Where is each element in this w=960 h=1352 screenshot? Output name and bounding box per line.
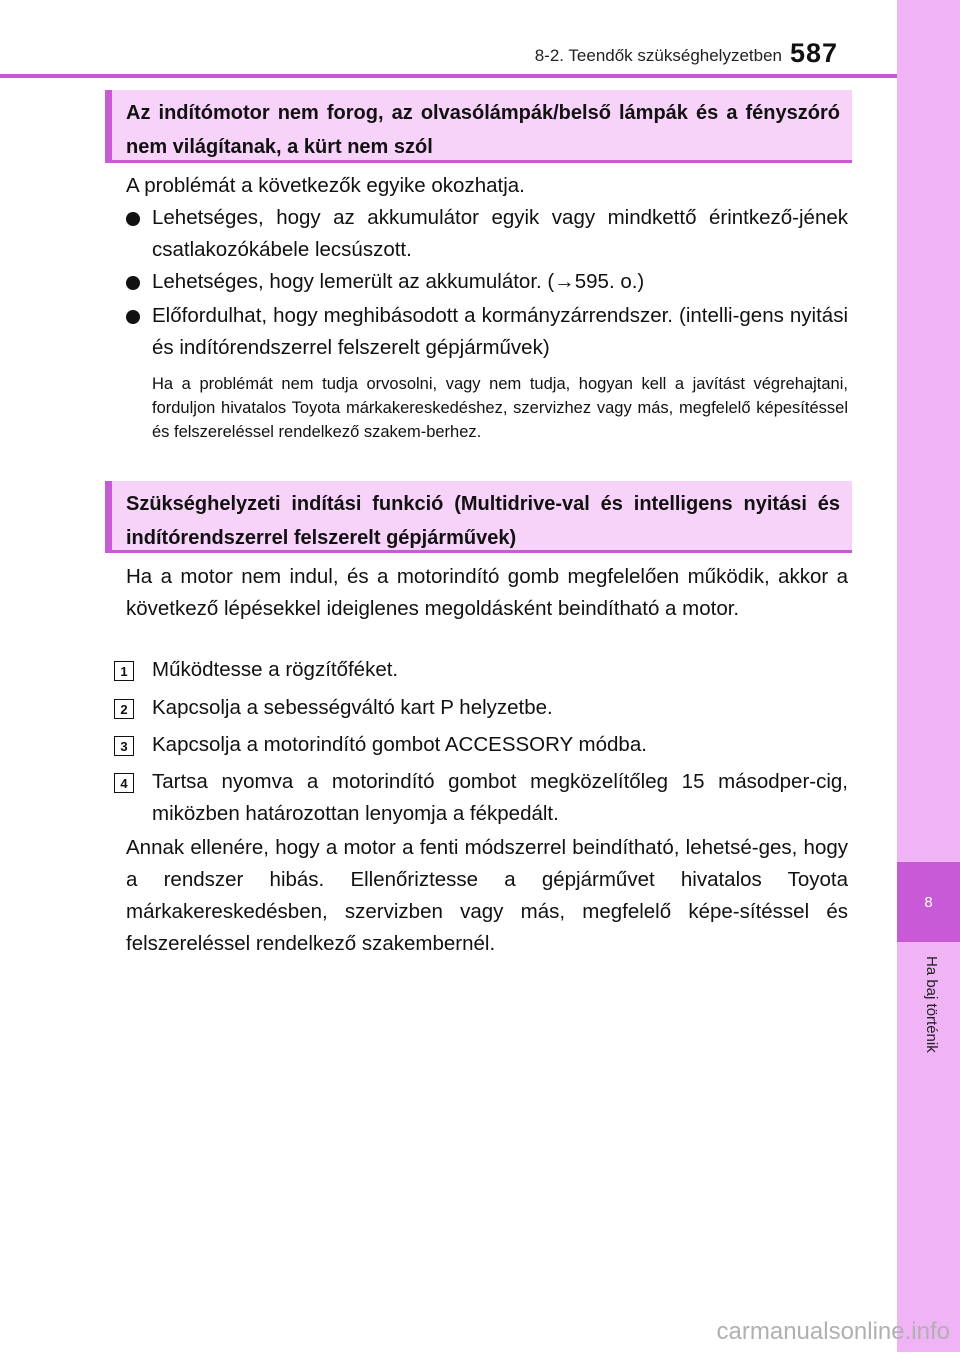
bullet-dot-icon: [126, 212, 140, 226]
section1-intro: A problémát a következők egyike okozhatja.: [126, 174, 525, 197]
step-item: [114, 766, 848, 830]
section2-intro: Ha a motor nem indul, és a motorindító gomb megfelelően működik, akkor a következő lépésekkel ideiglenes megoldásként beindítható a motor.: [126, 565, 848, 620]
bullet-dot-icon: [126, 276, 140, 290]
step-text: Kapcsolja a sebességváltó kart P helyzetbe.: [152, 696, 553, 719]
chapter-number-tab: 8: [897, 862, 960, 942]
service-note: Ha a problémát nem tudja orvosolni, vagy nem tudja, hogyan kell a javítást végrehajtani, forduljon hivatalos Toyota márkakereskedéshez, szervizhez vagy más, megfelelő képesítéssel és felszereléssel rendelkező szakem-berhez.: [152, 375, 848, 441]
step-number-badge: 3: [114, 736, 134, 756]
step-text: Működtesse a rögzítőféket.: [152, 658, 399, 681]
section2-heading: Szükséghelyzeti indítási funkció (Multidrive-val és intelligens nyitási és indítórendszerrel felszerelt gépjárművek): [126, 493, 840, 549]
chapter-sidebar: [897, 0, 960, 1352]
bullet-dot-icon: [126, 310, 140, 324]
step-number-badge: 2: [114, 699, 134, 719]
bullet-text: Lehetséges, hogy lemerült az akkumulátor. (→595. o.): [152, 270, 645, 293]
step-item: [114, 692, 848, 724]
bullet-item: [126, 300, 848, 364]
chapter-title: Ha baj történik: [923, 956, 940, 1053]
step-number-badge: 4: [114, 773, 134, 793]
step-item: [114, 729, 848, 761]
step-text: Kapcsolja a motorindító gombot ACCESSORY módba.: [152, 733, 647, 756]
step-text: Tartsa nyomva a motorindító gombot megközelítőleg 15 másodper-cig, miközben határozottan lenyomja a fékpedált.: [152, 770, 848, 825]
bullet-item: [126, 202, 848, 266]
bullet-item: [126, 266, 848, 298]
header-rule: [0, 74, 897, 78]
bullet-text: Lehetséges, hogy az akkumulátor egyik vagy mindkettő érintkező-jének csatlakozókábele lecsúszott.: [152, 206, 848, 261]
page-number: 587: [790, 38, 839, 68]
section1-heading: Az indítómotor nem forog, az olvasólámpák/belső lámpák és a fényszóró nem világítanak, a kürt nem szól: [126, 102, 840, 158]
section-title: 8-2. Teendők szükséghelyzetben: [534, 46, 782, 65]
watermark: carmanualsonline.info: [716, 1318, 950, 1345]
section1-heading-box: [105, 90, 852, 163]
step-number-badge: 1: [114, 661, 134, 681]
step-item: [114, 654, 848, 686]
closing-paragraph: Annak ellenére, hogy a motor a fenti módszerrel beindítható, lehetsé-ges, hogy a rendszer hibás. Ellenőriztesse a gépjárművet hivatalos Toyota márkakereskedésben, szervizben vagy más, megfelelő képe-sítéssel és felszereléssel rendelkező szakembernél.: [126, 836, 848, 955]
section2-heading-box: [105, 481, 852, 553]
bullet-text: Előfordulhat, hogy meghibásodott a kormányzárrendszer. (intelli-gens nyitási és indítórendszerrel felszerelt gépjárművek): [152, 304, 848, 359]
